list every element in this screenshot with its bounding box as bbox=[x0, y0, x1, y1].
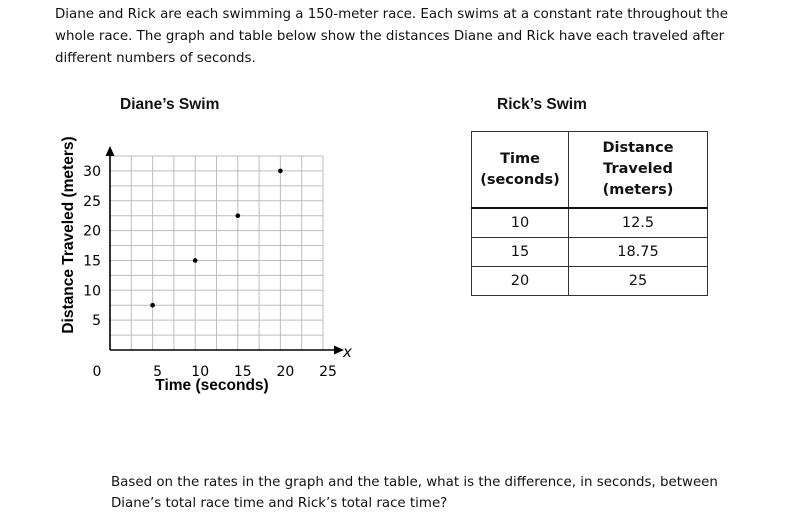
data-point bbox=[236, 213, 241, 218]
cell-distance: 12.5 bbox=[569, 208, 708, 238]
y-tick-label: 20 bbox=[83, 223, 101, 240]
x-tick-label: 10 bbox=[191, 364, 210, 380]
table-row bbox=[472, 208, 708, 238]
x-axis-letter: x bbox=[343, 343, 352, 361]
y-axis-arrow bbox=[106, 146, 115, 156]
x-tick-label: 5 bbox=[153, 364, 163, 380]
y-tick-label: 30 bbox=[83, 163, 101, 180]
table-header-row bbox=[472, 132, 708, 209]
origin-label: 0 bbox=[92, 364, 102, 380]
y-tick-label: 5 bbox=[92, 313, 101, 330]
x-tick-label: 25 bbox=[319, 364, 337, 380]
cell-time: 20 bbox=[472, 267, 569, 296]
y-tick-label: 25 bbox=[83, 193, 101, 210]
y-axis-label: Distance Traveled (meters) bbox=[60, 136, 77, 334]
chart-axes bbox=[106, 146, 345, 355]
chart-title: Diane’s Swim bbox=[120, 96, 220, 113]
data-point bbox=[278, 169, 283, 174]
chart-grid bbox=[110, 156, 323, 350]
y-tick-label: 15 bbox=[83, 253, 101, 270]
intro-paragraph: Diane and Rick are each swimming a 150-meter race. Each swims at a constant rate throughout the whole race. The graph and table below show the distances Diane and Rick have each traveled after different numbers of seconds. bbox=[55, 7, 729, 66]
table-title: Rick’s Swim bbox=[497, 96, 587, 113]
data-point bbox=[193, 258, 198, 263]
x-tick-label: 15 bbox=[233, 364, 252, 380]
rick-swim-table bbox=[471, 131, 708, 296]
x-axis-label: Time (seconds) bbox=[155, 377, 269, 394]
cell-distance: 25 bbox=[569, 267, 708, 296]
data-point bbox=[150, 303, 155, 308]
question-text: Based on the rates in the graph and the table, what is the difference, in seconds, between Diane’s total race time and Rick’s total race time? bbox=[111, 475, 718, 511]
cell-time: 10 bbox=[472, 208, 569, 238]
table-row bbox=[472, 238, 708, 267]
y-tick-label: 10 bbox=[83, 283, 101, 300]
cell-time: 15 bbox=[472, 238, 569, 267]
header-distance: Distance Traveled (meters) bbox=[569, 132, 708, 209]
chart-tick-labels bbox=[83, 164, 337, 380]
header-time: Time (seconds) bbox=[472, 132, 569, 209]
table-row bbox=[472, 267, 708, 296]
cell-distance: 18.75 bbox=[569, 238, 708, 267]
x-tick-label: 20 bbox=[276, 364, 295, 380]
